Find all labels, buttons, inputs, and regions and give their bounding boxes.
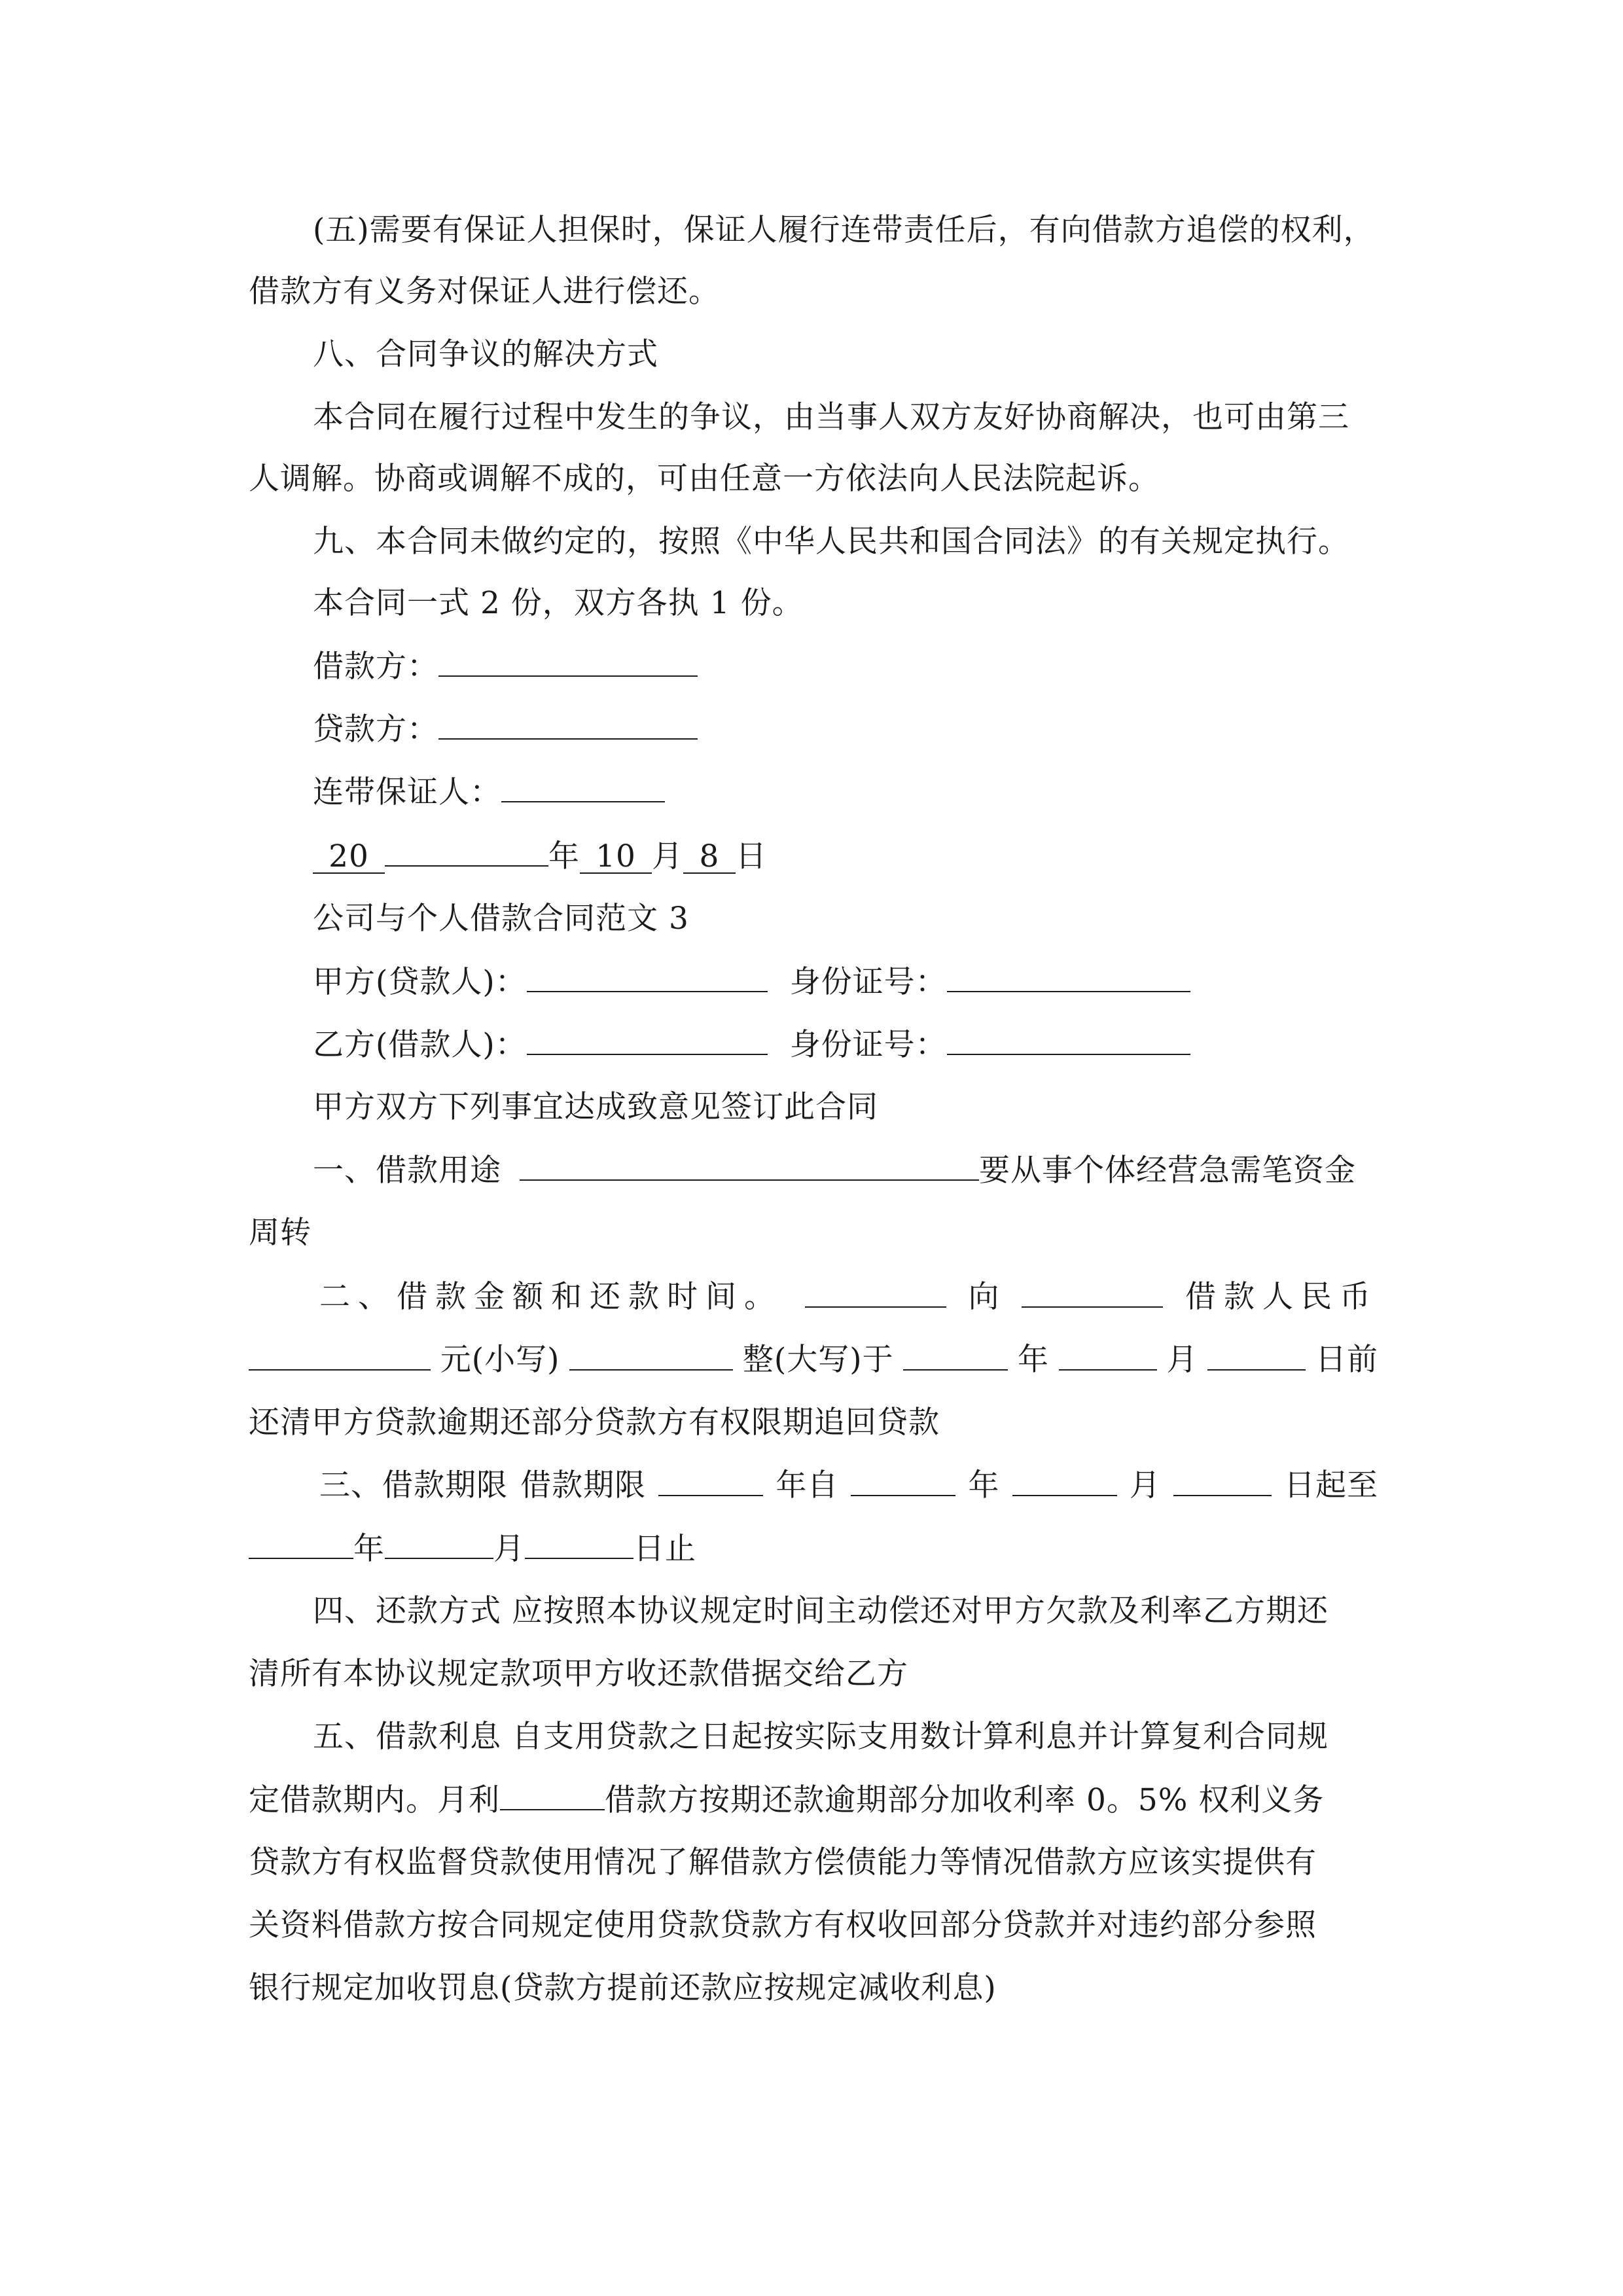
text-line: 银行规定加收罚息(贷款方提前还款应按规定减收利息) (249, 1970, 997, 2006)
text-line: 关资料借款方按合同规定使用贷款贷款方有权收回部分贷款并对违约部分参照 (249, 1907, 1317, 1943)
text-line: 贷款方有权监督贷款使用情况了解借款方偿债能力等情况借款方应该实提供有 (249, 1844, 1317, 1880)
repay-year-blank[interactable] (903, 1340, 1008, 1371)
monthly-interest-blank[interactable] (500, 1780, 605, 1810)
text-line: 还清甲方贷款逾期还部分贷款方有权限期追回贷款 (249, 1405, 940, 1441)
amount-big-blank[interactable] (569, 1340, 733, 1371)
amount-small-blank[interactable] (249, 1340, 431, 1371)
party-b-id-blank[interactable] (947, 1025, 1190, 1055)
clause-2-amount-line (249, 1340, 1378, 1380)
guarantor-label: 连带保证人： (313, 774, 501, 810)
text-line: 人调解。协商或调解不成的，可由任意一方依法向人民法院起诉。 (249, 461, 1160, 497)
id-label: 身份证号： (789, 1027, 947, 1063)
party-a-label: 甲方(贷款人)： (313, 964, 527, 1000)
text-line: 清所有本协议规定款项甲方收还款借据交给乙方 (249, 1656, 908, 1692)
text-line: 四、还款方式 应按照本协议规定时间主动偿还对甲方欠款及利率乙方期还 (313, 1593, 1329, 1629)
clause-2-to: 向 (968, 1279, 1000, 1315)
section-heading: 公司与个人借款合同范文 3 (313, 901, 689, 937)
clause-1-label: 一、借款用途 (313, 1153, 501, 1189)
guarantor-blank[interactable] (501, 772, 665, 802)
text-line: 借款方有义务对保证人进行偿还。 (249, 274, 720, 310)
clause-2-line (319, 1278, 1378, 1318)
year-label: 年 (353, 1531, 385, 1567)
clause-3-line (319, 1466, 1378, 1505)
repay-day-blank[interactable] (1207, 1340, 1306, 1371)
day-blank[interactable]: 8 (683, 841, 736, 874)
party-a-blank[interactable] (527, 962, 768, 992)
signature-borrower (313, 647, 698, 687)
text-line: 九、本合同未做约定的，按照《中华人民共和国合同法》的有关规定执行。 (313, 524, 1349, 560)
repay-month-blank[interactable] (1059, 1340, 1157, 1371)
signature-lender (313, 709, 698, 749)
month-label: 月 (493, 1531, 525, 1567)
clause-2-label: 二、借款金额和还款时间。 (319, 1279, 783, 1315)
clause-5-tail: 借款方按期还款逾期部分加收利率 0。5% 权利义务 (605, 1782, 1325, 1818)
lender-label: 贷款方： (313, 711, 438, 747)
party-a-line (313, 962, 1190, 1002)
party-b-label: 乙方(借款人)： (313, 1027, 527, 1063)
id-label: 身份证号： (789, 964, 947, 1000)
lender-name-blank[interactable] (805, 1278, 946, 1308)
start-day-blank[interactable] (1173, 1466, 1272, 1496)
year-label: 年 (548, 838, 580, 874)
day-label: 日 (736, 838, 767, 874)
year-prefix-blank[interactable]: 20 (313, 841, 385, 874)
text-line: 本合同一式 2 份，双方各执 1 份。 (313, 585, 804, 621)
month-label: 月 (1166, 1342, 1198, 1378)
party-b-line (313, 1025, 1190, 1065)
before-label: 日前 (1315, 1342, 1378, 1378)
clause-2-tail: 借款人民币 (1185, 1279, 1378, 1315)
yuan-small-label: 元(小写) (440, 1342, 560, 1378)
day-end-label: 日止 (633, 1531, 696, 1567)
clause-5-interest-line (249, 1780, 1324, 1820)
party-a-id-blank[interactable] (947, 962, 1190, 992)
term-years-blank[interactable] (658, 1466, 763, 1496)
borrower-blank[interactable] (438, 647, 698, 677)
year-label: 年 (968, 1467, 1000, 1503)
section-heading: 八、合同争议的解决方式 (313, 336, 658, 372)
text-line: 周转 (249, 1215, 312, 1251)
end-year-blank[interactable] (249, 1529, 353, 1559)
month-label: 月 (1129, 1467, 1161, 1503)
text-line: 本合同在履行过程中发生的争议，由当事人双方友好协商解决，也可由第三 (313, 399, 1349, 435)
start-year-blank[interactable] (851, 1466, 955, 1496)
end-day-blank[interactable] (525, 1529, 633, 1559)
borrower-name-blank[interactable] (1022, 1278, 1163, 1308)
lender-blank[interactable] (438, 709, 698, 740)
party-b-blank[interactable] (527, 1025, 768, 1055)
clause-1-tail: 要从事个体经营急需笔资金 (979, 1153, 1356, 1189)
clause-3-end-line (249, 1529, 696, 1569)
date-line (313, 836, 767, 876)
text-line: 五、借款利息 自支用贷款之日起按实际支用数计算利息并计算复利合同规 (313, 1719, 1329, 1755)
clause-3-label: 三、借款期限 (319, 1467, 508, 1503)
month-blank[interactable]: 10 (580, 841, 652, 874)
end-month-blank[interactable] (385, 1529, 493, 1559)
day-start-label: 日起至 (1283, 1467, 1378, 1503)
term-label: 借款期限 (520, 1467, 647, 1503)
signature-guarantor (313, 772, 665, 812)
month-label: 月 (652, 838, 683, 874)
year-blank[interactable] (385, 836, 548, 867)
clause-1-line (313, 1151, 1356, 1191)
start-month-blank[interactable] (1012, 1466, 1117, 1496)
year-from-label: 年自 (776, 1467, 839, 1503)
text-line: (五)需要有保证人担保时，保证人履行连带责任后，有向借款方追偿的权利， (313, 212, 1375, 248)
zheng-big-label: 整(大写)于 (742, 1342, 894, 1378)
monthly-interest-label: 定借款期内。月利 (249, 1782, 500, 1818)
text-line: 甲方双方下列事宜达成致意见签订此合同 (313, 1089, 878, 1125)
purpose-blank[interactable] (520, 1151, 979, 1181)
borrower-label: 借款方： (313, 649, 438, 685)
year-label: 年 (1018, 1342, 1050, 1378)
